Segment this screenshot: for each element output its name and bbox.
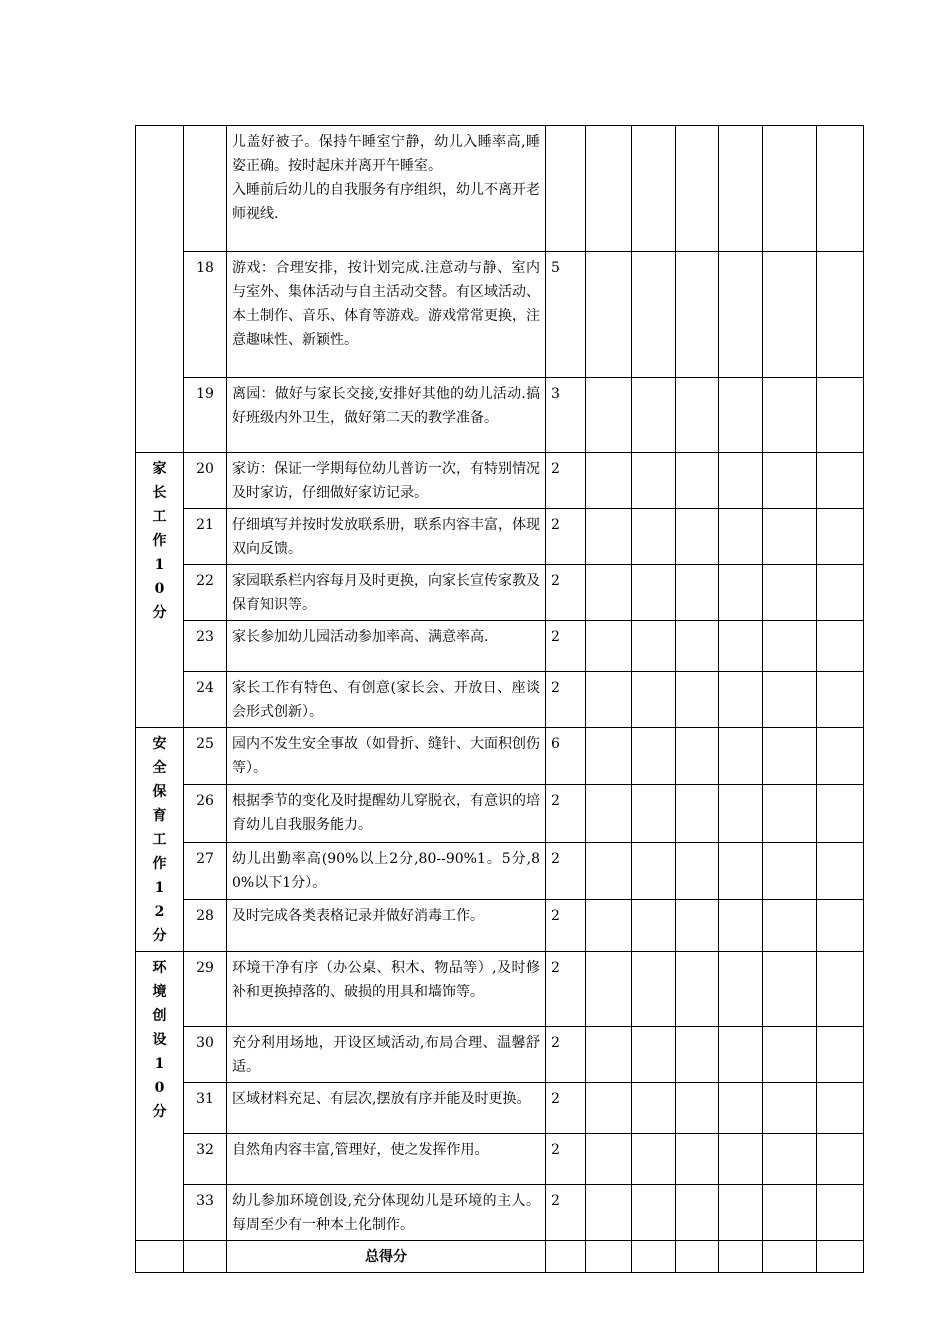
- item-content: 园内不发生安全事故（如骨折、缝针、大面积创伤等）。: [227, 728, 546, 785]
- score-cell[interactable]: [586, 672, 632, 728]
- table-row: [136, 728, 864, 785]
- score-cell[interactable]: [586, 785, 632, 842]
- category-label: 安全保育工作12分: [152, 736, 167, 944]
- empty-cell: [184, 1241, 227, 1273]
- score-cell[interactable]: [586, 1027, 632, 1083]
- score-cell[interactable]: [632, 952, 676, 1027]
- score-cell[interactable]: [632, 621, 676, 672]
- score-cell[interactable]: [586, 899, 632, 951]
- item-number: 22: [184, 565, 227, 621]
- score-cell[interactable]: [676, 252, 719, 378]
- score-cell[interactable]: [763, 1027, 817, 1083]
- item-number: 25: [184, 728, 227, 785]
- score-cell[interactable]: [817, 565, 864, 621]
- score-cell[interactable]: [719, 728, 763, 785]
- score-cell[interactable]: [719, 842, 763, 899]
- total-score-cell[interactable]: [719, 1241, 763, 1273]
- score-cell[interactable]: [676, 728, 719, 785]
- item-points: 2: [546, 565, 586, 621]
- score-cell[interactable]: [676, 1185, 719, 1241]
- item-points: 5: [546, 252, 586, 378]
- score-cell[interactable]: [817, 1083, 864, 1134]
- score-cell[interactable]: [719, 785, 763, 842]
- total-label: 总得分: [227, 1241, 546, 1273]
- item-number: [184, 126, 227, 252]
- score-cell[interactable]: [586, 453, 632, 509]
- table-row: [136, 672, 864, 728]
- score-cell[interactable]: [632, 785, 676, 842]
- score-cell[interactable]: [586, 728, 632, 785]
- item-number: 27: [184, 842, 227, 899]
- item-content: 儿盖好被子。保持午睡室宁静，幼儿入睡率高,睡姿正确。按时起床并离开午睡室。 入睡前后幼儿的自我服务有序组织，幼儿不离开老师视线.: [227, 126, 546, 252]
- score-cell[interactable]: [676, 621, 719, 672]
- table-row: [136, 453, 864, 509]
- total-score-cell[interactable]: [763, 1241, 817, 1273]
- empty-cell: [546, 1241, 586, 1273]
- score-cell[interactable]: [586, 126, 632, 252]
- score-cell[interactable]: [763, 899, 817, 951]
- score-cell[interactable]: [586, 565, 632, 621]
- score-cell[interactable]: [632, 1134, 676, 1185]
- score-cell[interactable]: [719, 126, 763, 252]
- score-cell[interactable]: [719, 1134, 763, 1185]
- item-points: 2: [546, 842, 586, 899]
- score-cell[interactable]: [719, 1185, 763, 1241]
- item-content: 幼儿出勤率高(90%以上2分,80--90%1。5分,80%以下1分）。: [227, 842, 546, 899]
- category-label: 环境创设10分: [152, 960, 167, 1120]
- item-content: 自然角内容丰富,管理好，使之发挥作用。: [227, 1134, 546, 1185]
- item-points: 2: [546, 672, 586, 728]
- item-content: 区域材料充足、有层次,摆放有序并能及时更换。: [227, 1083, 546, 1134]
- item-points: 2: [546, 453, 586, 509]
- score-cell[interactable]: [676, 842, 719, 899]
- category-cell: [136, 126, 184, 453]
- table-row: [136, 1134, 864, 1185]
- item-points: 2: [546, 1134, 586, 1185]
- score-cell[interactable]: [763, 509, 817, 565]
- table-row: [136, 842, 864, 899]
- score-cell[interactable]: [719, 621, 763, 672]
- item-points: 2: [546, 509, 586, 565]
- item-number: 31: [184, 1083, 227, 1134]
- evaluation-table: [135, 125, 864, 1273]
- score-cell[interactable]: [676, 565, 719, 621]
- table-row: [136, 1083, 864, 1134]
- empty-cell: [136, 1241, 184, 1273]
- score-cell[interactable]: [676, 378, 719, 453]
- table-row: [136, 126, 864, 252]
- item-number: 18: [184, 252, 227, 378]
- item-content: 充分利用场地，开设区域活动,布局合理、温馨舒适。: [227, 1027, 546, 1083]
- score-cell[interactable]: [763, 621, 817, 672]
- score-cell[interactable]: [676, 509, 719, 565]
- score-cell[interactable]: [817, 378, 864, 453]
- total-score-cell[interactable]: [676, 1241, 719, 1273]
- score-cell[interactable]: [719, 565, 763, 621]
- category-cell: [136, 952, 184, 1241]
- score-cell[interactable]: [763, 1185, 817, 1241]
- item-content: 家园联系栏内容每月及时更换，向家长宣传家教及保育知识等。: [227, 565, 546, 621]
- score-cell[interactable]: [817, 621, 864, 672]
- item-content: 根据季节的变化及时提醒幼儿穿脱衣，有意识的培育幼儿自我服务能力。: [227, 785, 546, 842]
- table-row: [136, 1027, 864, 1083]
- score-cell[interactable]: [586, 1185, 632, 1241]
- score-cell[interactable]: [586, 952, 632, 1027]
- score-cell[interactable]: [817, 785, 864, 842]
- score-cell[interactable]: [676, 899, 719, 951]
- score-cell[interactable]: [676, 1134, 719, 1185]
- item-points: 6: [546, 728, 586, 785]
- score-cell[interactable]: [719, 899, 763, 951]
- score-cell[interactable]: [763, 1134, 817, 1185]
- score-cell[interactable]: [763, 378, 817, 453]
- score-cell[interactable]: [719, 509, 763, 565]
- category-cell: [136, 453, 184, 728]
- item-content: 仔细填写并按时发放联系册，联系内容丰富，体现双向反馈。: [227, 509, 546, 565]
- item-content: 及时完成各类表格记录并做好消毒工作。: [227, 899, 546, 951]
- score-cell[interactable]: [632, 899, 676, 951]
- score-cell[interactable]: [817, 952, 864, 1027]
- score-cell[interactable]: [586, 621, 632, 672]
- score-cell[interactable]: [632, 842, 676, 899]
- score-cell[interactable]: [632, 378, 676, 453]
- table-row: [136, 1185, 864, 1241]
- score-cell[interactable]: [632, 1185, 676, 1241]
- score-cell[interactable]: [817, 899, 864, 951]
- score-cell[interactable]: [817, 728, 864, 785]
- score-cell[interactable]: [719, 1083, 763, 1134]
- item-content: 幼儿参加环境创设,充分体现幼儿是环境的主人。每周至少有一种本土化制作。: [227, 1185, 546, 1241]
- score-cell[interactable]: [676, 1083, 719, 1134]
- score-cell[interactable]: [763, 252, 817, 378]
- score-cell[interactable]: [719, 252, 763, 378]
- score-cell[interactable]: [763, 1083, 817, 1134]
- item-points: 2: [546, 1185, 586, 1241]
- item-content: 家长工作有特色、有创意(家长会、开放日、座谈会形式创新）。: [227, 672, 546, 728]
- item-points: 2: [546, 1027, 586, 1083]
- score-cell[interactable]: [586, 252, 632, 378]
- table-row: [136, 621, 864, 672]
- score-cell[interactable]: [632, 672, 676, 728]
- score-cell[interactable]: [632, 1083, 676, 1134]
- score-cell[interactable]: [817, 126, 864, 252]
- table-row: [136, 378, 864, 453]
- score-cell[interactable]: [817, 509, 864, 565]
- score-cell[interactable]: [763, 842, 817, 899]
- item-number: 28: [184, 899, 227, 951]
- item-number: 33: [184, 1185, 227, 1241]
- item-number: 19: [184, 378, 227, 453]
- score-cell[interactable]: [817, 672, 864, 728]
- item-content: 家长参加幼儿园活动参加率高、满意率高.: [227, 621, 546, 672]
- total-score-cell[interactable]: [586, 1241, 632, 1273]
- score-cell[interactable]: [817, 1134, 864, 1185]
- item-points: 2: [546, 952, 586, 1027]
- score-cell[interactable]: [676, 952, 719, 1027]
- score-cell[interactable]: [632, 252, 676, 378]
- score-cell[interactable]: [719, 672, 763, 728]
- score-cell[interactable]: [676, 785, 719, 842]
- score-cell[interactable]: [676, 453, 719, 509]
- table-row: [136, 899, 864, 951]
- score-cell[interactable]: [676, 672, 719, 728]
- total-score-cell[interactable]: [817, 1241, 864, 1273]
- score-cell[interactable]: [632, 1027, 676, 1083]
- score-cell[interactable]: [817, 1027, 864, 1083]
- score-cell[interactable]: [719, 952, 763, 1027]
- score-cell[interactable]: [586, 378, 632, 453]
- score-cell[interactable]: [632, 728, 676, 785]
- score-cell[interactable]: [586, 842, 632, 899]
- item-points: [546, 126, 586, 252]
- score-cell[interactable]: [586, 509, 632, 565]
- score-cell[interactable]: [763, 453, 817, 509]
- item-number: 26: [184, 785, 227, 842]
- score-cell[interactable]: [763, 565, 817, 621]
- table-body: [136, 126, 864, 1273]
- item-points: 2: [546, 1083, 586, 1134]
- item-points: 3: [546, 378, 586, 453]
- score-cell[interactable]: [586, 1134, 632, 1185]
- item-content: 游戏：合理安排，按计划完成.注意动与静、室内与室外、集体活动与自主活动交替。有区域活动、本土制作、音乐、体育等游戏。游戏常常更换，注意趣味性、新颖性。: [227, 252, 546, 378]
- item-content: 环境干净有序（办公桌、积木、物品等）,及时修补和更换掉落的、破损的用具和墙饰等。: [227, 952, 546, 1027]
- score-cell[interactable]: [632, 565, 676, 621]
- category-label: 家长工作10分: [152, 461, 167, 621]
- score-cell[interactable]: [632, 509, 676, 565]
- score-cell[interactable]: [719, 1027, 763, 1083]
- item-number: 30: [184, 1027, 227, 1083]
- score-cell[interactable]: [676, 1027, 719, 1083]
- score-cell[interactable]: [817, 453, 864, 509]
- table-row: [136, 509, 864, 565]
- score-cell[interactable]: [719, 453, 763, 509]
- item-number: 23: [184, 621, 227, 672]
- score-cell[interactable]: [817, 842, 864, 899]
- score-cell[interactable]: [763, 672, 817, 728]
- score-cell[interactable]: [632, 126, 676, 252]
- score-cell[interactable]: [817, 1185, 864, 1241]
- item-number: 21: [184, 509, 227, 565]
- item-number: 32: [184, 1134, 227, 1185]
- table-row: [136, 252, 864, 378]
- item-points: 2: [546, 621, 586, 672]
- item-points: 2: [546, 785, 586, 842]
- item-content: 离园：做好与家长交接,安排好其他的幼儿活动.搞好班级内外卫生，做好第二天的教学准备。: [227, 378, 546, 453]
- item-number: 29: [184, 952, 227, 1027]
- item-number: 20: [184, 453, 227, 509]
- score-cell[interactable]: [763, 126, 817, 252]
- score-cell[interactable]: [763, 952, 817, 1027]
- item-points: 2: [546, 899, 586, 951]
- score-cell[interactable]: [817, 252, 864, 378]
- score-cell[interactable]: [719, 378, 763, 453]
- score-cell[interactable]: [632, 453, 676, 509]
- score-cell[interactable]: [763, 785, 817, 842]
- category-cell: [136, 728, 184, 952]
- total-score-cell[interactable]: [632, 1241, 676, 1273]
- score-cell[interactable]: [676, 126, 719, 252]
- table-row: [136, 565, 864, 621]
- total-row: [136, 1241, 864, 1273]
- item-content: 家访：保证一学期每位幼儿普访一次，有特别情况及时家访，仔细做好家访记录。: [227, 453, 546, 509]
- table-row: [136, 952, 864, 1027]
- score-cell[interactable]: [586, 1083, 632, 1134]
- item-number: 24: [184, 672, 227, 728]
- score-cell[interactable]: [763, 728, 817, 785]
- table-row: [136, 785, 864, 842]
